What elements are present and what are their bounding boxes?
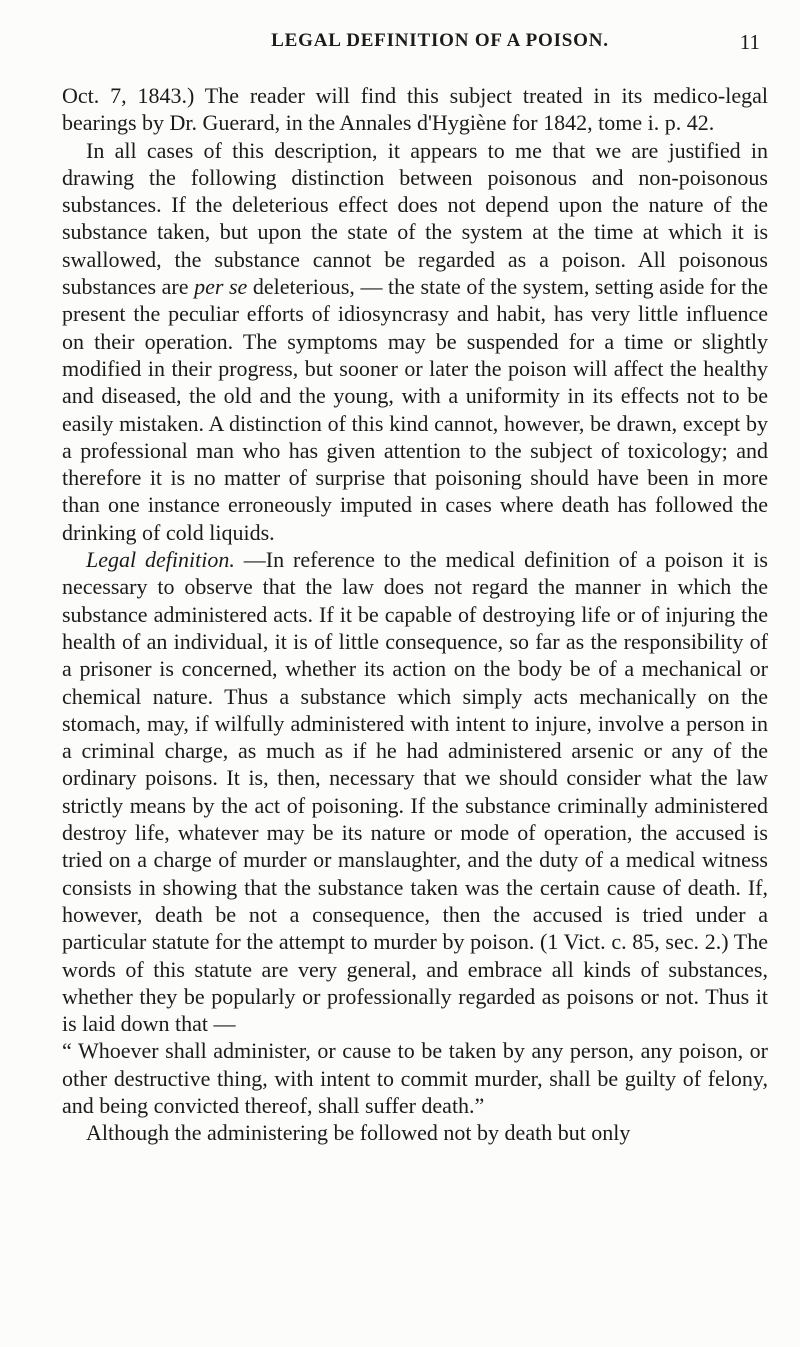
paragraph-legal-definition-body: —In reference to the medical definition of a poison it is necessary to observe that the law does not regard the manner in which the substance administered acts. If it be capable of destroying life or of injuring the health of an individual, it is of little consequence, so far as the responsibility of a prisoner is concerned, whether its action on the body be of a mechanical or chemical nature. Thus a substance which simply acts mechanically on the stomach, may, if wilfully administered with intent to injure, involve a person in a criminal charge, as much as if he had administered arsenic or any of the ordinary poisons. It is, then, necessary that we should consider what the law strictly means by the act of poisoning. If the substance criminally administered destroy life, whatever may be its nature or mode of operation, the accused is tried on a charge of murder or manslaughter, and the duty of a medical witness consists in showing that the substance taken was the certain cause of death. If, however, death be not a consequence, then the accused is tried under a particular statute for the attempt to murder by poison. (1 Vict. c. 85, sec. 2.) The words of this statute are very general, and embrace all kinds of substances, whether they be popularly or professionally regarded as poisons or not. Thus it is laid down that —: [62, 547, 768, 1037]
body-text: [62, 82, 768, 1147]
paragraph-distinction-part-a: In all cases of this description, it appears to me that we are justified in drawing the following distinction between poisonous and non-poisonous substances. If the deleterious effect does not depend upon the nature of the substance taken, but upon the state of the system at the time at which it is swallowed, the substance cannot be regarded as a poison. All poisonous substances are: [62, 137, 768, 300]
paragraph-distinction: [62, 137, 768, 546]
paragraph-legal-definition: [62, 546, 768, 1037]
latin-phrase: per se: [194, 274, 248, 300]
paragraph-continuation: Oct. 7, 1843.) The reader will find this subject treated in its medico-legal bearings by Dr. Guerard, in the Annales d'Hygiène for 1842, tome i. p. 42.: [62, 83, 768, 136]
section-heading-legal-definition: Legal definition.: [86, 547, 235, 573]
statute-quotation: “ Whoever shall administer, or cause to be taken by any person, any poison, or other destructive thing, with intent to commit murder, shall be guilty of felony, and being convicted thereof, shall suffer death.”: [62, 1038, 768, 1118]
running-title: LEGAL DEFINITION OF A POISON.: [271, 30, 609, 51]
page-number: 11: [739, 30, 760, 54]
paragraph-distinction-part-b: deleterious, — the state of the system, setting aside for the present the peculiar efforts of idiosyncrasy and habit, has very little influence on their operation. The symptoms may be suspended for a time or slightly modified in their progress, but sooner or later the poison will affect the healthy and diseased, the old and the young, with a uniformity in its effects not to be easily mistaken. A distinction of this kind cannot, however, be drawn, except by a professional man who has given attention to the subject of toxicology; and therefore it is no matter of surprise that poisoning should have been in more than one instance erroneously imputed in cases where death has followed the drinking of cold liquids.: [62, 274, 769, 545]
running-head: [60, 30, 770, 64]
paragraph-closing: Although the administering be followed not by death but only: [86, 1120, 631, 1146]
